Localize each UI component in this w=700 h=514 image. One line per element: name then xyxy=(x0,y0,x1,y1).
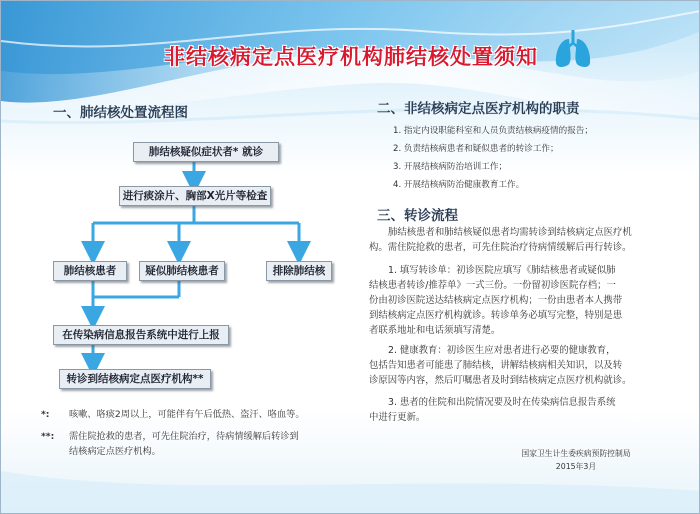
flow-report-system: 在传染病信息报告系统中进行上报 xyxy=(53,325,229,345)
section1-heading: 一、肺结核处置流程图 xyxy=(53,105,188,121)
duty-item: 3. 开展结核病防治培训工作； xyxy=(393,162,508,172)
flow-step-symptom-visit: 肺结核疑似症状者* 就诊 xyxy=(133,142,279,162)
flow-tb-patient: 肺结核患者 xyxy=(53,261,127,281)
duty-item: 2. 负责结核病患者和疑似患者的转诊工作； xyxy=(393,144,559,154)
referral-paragraph-intro: 肺结核患者和肺结核疑似患者均需转诊到结核病定点医疗机 构。需住院抢救的患者，可先住院治疗待病情缓解后再行转诊。 xyxy=(369,227,632,253)
issuing-organization: 国家卫生计生委疾病预防控制局 xyxy=(521,449,631,458)
footnote-text: 咳嗽、咯痰2周以上，可能伴有午后低热、盗汗、咯血等。 xyxy=(69,409,305,420)
footnote-mark: **: xyxy=(41,431,55,442)
footnote-single-star xyxy=(41,407,341,422)
flow-referral: 转诊到结核病定点医疗机构** xyxy=(59,369,211,389)
issue-date: 2015年3月 xyxy=(555,462,597,471)
duties-list xyxy=(393,125,673,197)
referral-paragraph-education: 2. 健康教育：初诊医生应对患者进行必要的健康教育， 包括告知患者可能患了肺结核，讲解结核病相关知识，以及转 诊原因等内容，然后叮嘱患者及时到结核病定点医疗机构就诊。 xyxy=(369,345,632,386)
footnote-double-star xyxy=(41,429,341,459)
footnote-text: 需住院抢救的患者，可先住院治疗，待病情缓解后转诊到 xyxy=(69,431,299,442)
flow-suspected-tb-patient: 疑似肺结核患者 xyxy=(139,261,225,281)
page-title: 非结核病定点医疗机构肺结核处置须知 xyxy=(164,45,538,69)
referral-paragraph-form: 1. 填写转诊单：初诊医院应填写《肺结核患者或疑似肺 结核患者转诊/推荐单》一式三份。一份留初诊医院存档；一 份由初诊医院送达结核病定点医疗机构；一份由患者本人携带 到结核病定点医疗机构就诊。转诊单务必填写完整，特别是患 者联系地址和电话须填写清楚。 xyxy=(369,265,623,336)
referral-paragraph-update: 3. 患者的住院和出院情况要及时在传染病信息报告系统 中进行更新。 xyxy=(369,397,616,423)
flow-exclude-tb: 排除肺结核 xyxy=(266,261,332,281)
flow-step-examination: 进行痰涂片、胸部X光片等检查 xyxy=(119,186,271,206)
duty-item: 4. 开展结核病防治健康教育工作。 xyxy=(393,180,525,190)
section2-heading: 二、非结核病定点医疗机构的职责 xyxy=(377,101,580,117)
section3-heading: 三、转诊流程 xyxy=(377,208,458,224)
footnote-mark: *: xyxy=(41,409,50,420)
footnote-text: 结核病定点医疗机构。 xyxy=(69,446,161,457)
duty-item: 1. 指定内设职能科室和人员负责结核病疫情的报告； xyxy=(393,126,593,136)
